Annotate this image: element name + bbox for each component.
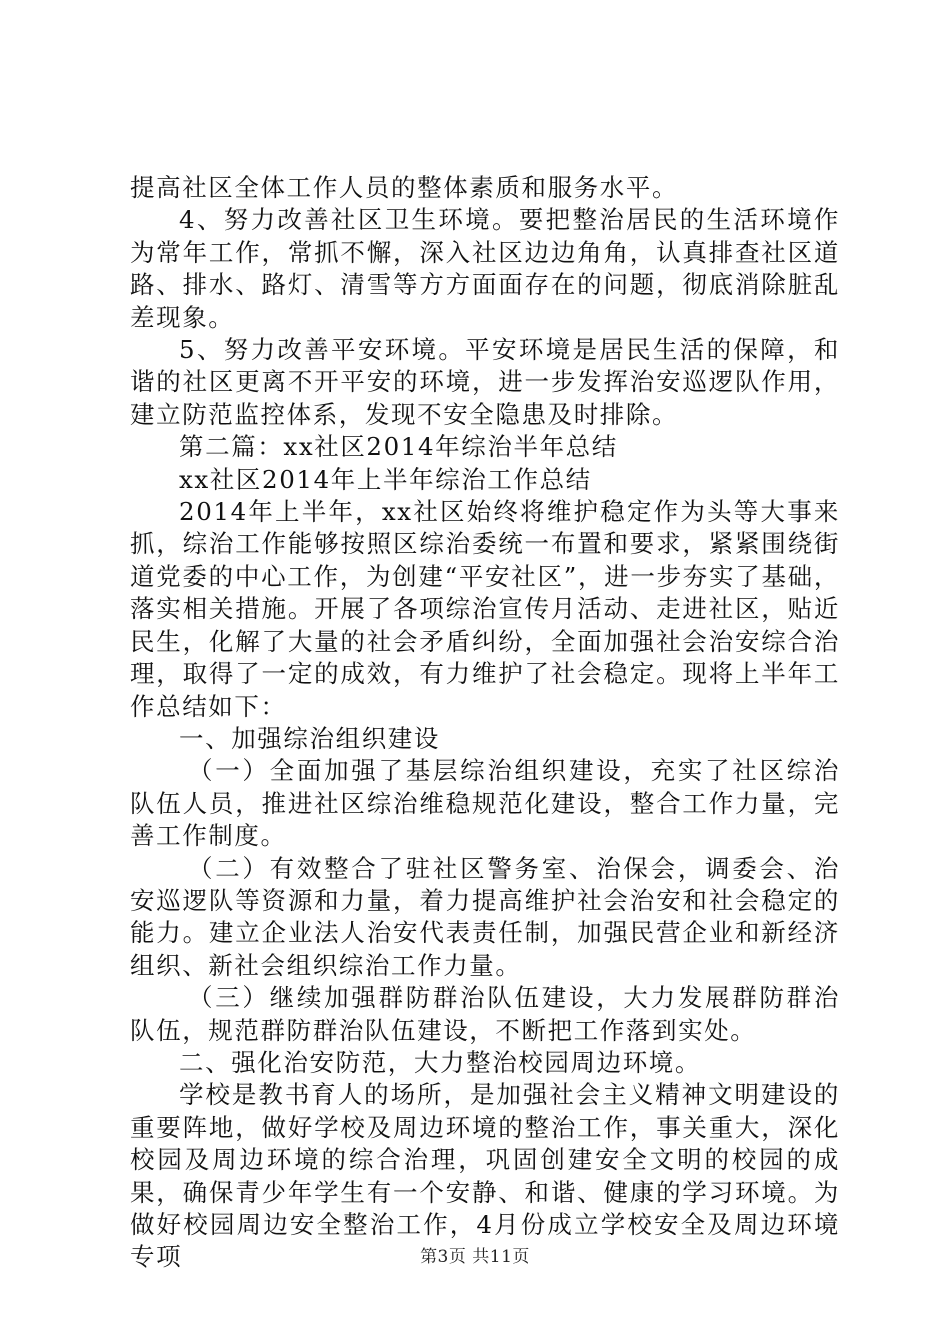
document-subtitle: xx社区2014年上半年综治工作总结 [179,464,592,494]
paragraph: 4、努力改善社区卫生环境。要把整治居民的生活环境作为常年工作，常抓不懈，深入社区边边角角，认真排查社区道路、排水、路灯、清雪等方方面面存在的问题，彻底消除脏乱差现象。 [130,205,840,332]
paragraph: 学校是教书育人的场所，是加强社会主义精神文明建设的重要阵地，做好学校及周边环境的整治工作，事关重大，深化校园及周边环境的综合治理，巩固创建安全文明的校园的成果，确保青少年学生有一个安静、和谐、健康的学习环境。为做好校园周边安全整治工作，4月份成立学校安全及周边环境专项 [130,1080,840,1272]
page-footer: 第3页 共11页 [420,1247,530,1267]
section-heading: 一、加强综治组织建设 [179,723,440,753]
paragraph: （三）继续加强群防群治队伍建设，大力发展群防群治队伍，规范群防群治队伍建设，不断把工作落到实处。 [130,983,840,1045]
paragraph: 2014年上半年，xx社区始终将维护稳定作为头等大事来抓，综治工作能够按照区综治委统一布置和要求，紧紧围绕街道党委的中心工作，为创建“平安社区”，进一步夯实了基础，落实相关措施。开展了各项综治宣传月活动、走进社区，贴近民生，化解了大量的社会矛盾纠纷，全面加强社会治安综合治理，取得了一定的成效，有力维护了社会稳定。现将上半年工作总结如下： [130,497,840,721]
paragraph: （二）有效整合了驻社区警务室、治保会，调委会、治安巡逻队等资源和力量，着力提高维护社会治安和社会稳定的能力。建立企业法人治安代表责任制，加强民营企业和新经济组织、新社会组织综治工作力量。 [130,853,840,980]
section-heading: 第二篇：xx社区2014年综治半年总结 [179,432,618,462]
section-heading: 二、强化治安防范，大力整治校园周边环境。 [179,1047,701,1077]
paragraph: （一）全面加强了基层综治组织建设，充实了社区综治队伍人员，推进社区综治维稳规范化建设，整合工作力量，完善工作制度。 [130,756,840,851]
document-body [130,172,840,1274]
paragraph: 提高社区全体工作人员的整体素质和服务水平。 [130,173,679,202]
paragraph: 5、努力改善平安环境。平安环境是居民生活的保障，和谐的社区更离不开平安的环境，进一步发挥治安巡逻队作用，建立防范监控体系，发现不安全隐患及时排除。 [130,335,840,429]
